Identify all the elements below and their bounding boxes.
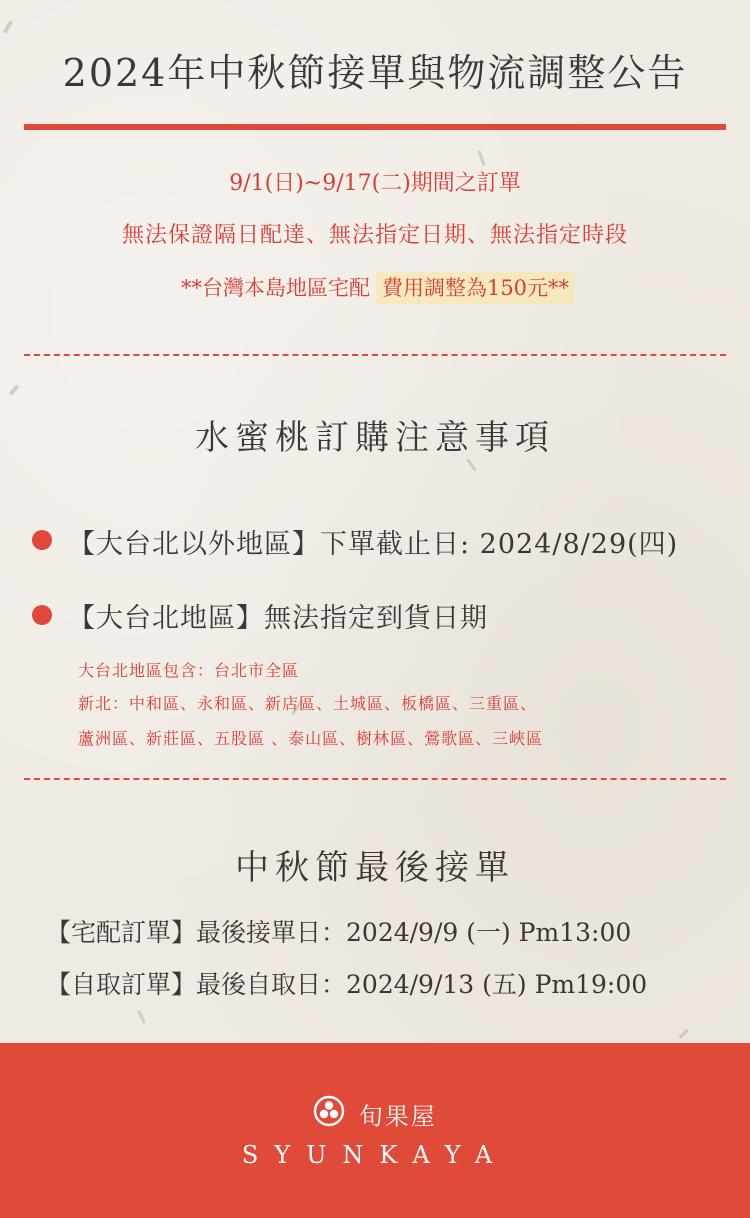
bullet-dot-icon bbox=[32, 605, 52, 625]
flower-circle-logo-icon bbox=[313, 1095, 345, 1133]
paper-fleck bbox=[3, 20, 13, 34]
area-list-line: 蘆洲區、新莊區、五股區 、泰山區、樹林區、鶯歌區、三峽區 bbox=[78, 729, 544, 748]
page-title: 2024年中秋節接單與物流調整公告 bbox=[62, 51, 688, 95]
brand-name: 旬果屋 bbox=[358, 1102, 437, 1131]
paper-fleck bbox=[9, 384, 20, 396]
notice-restrictions: 無法保證隔日配達、無法指定日期、無法指定時段 bbox=[121, 223, 628, 248]
paper-fleck bbox=[678, 1029, 689, 1040]
notice-fee-highlight: 費用調整為150元** bbox=[376, 272, 575, 304]
brand-english-name: SYUNKAYA bbox=[241, 1141, 509, 1169]
section-divider bbox=[24, 778, 726, 780]
section-divider bbox=[24, 354, 726, 356]
paper-fleck bbox=[466, 458, 476, 471]
notice-period: 9/1(日)~9/17(二)期間之訂單 bbox=[229, 171, 521, 196]
peach-taipei-item: 【大台北地區】無法指定到貨日期 bbox=[68, 603, 488, 634]
notice-fee-prefix: **台灣本島地區宅配 bbox=[180, 276, 370, 300]
title-divider bbox=[24, 124, 726, 130]
brand-row bbox=[0, 1095, 750, 1133]
paper-fleck bbox=[137, 1010, 146, 1024]
paper-fleck bbox=[477, 150, 485, 166]
footer-banner bbox=[0, 1043, 750, 1218]
area-list-line: 大台北地區包含：台北市全區 bbox=[78, 661, 300, 680]
bullet-dot-icon bbox=[32, 530, 52, 550]
delivery-order-deadline: 【宅配訂單】最後接單日：2024/9/9 (一) Pm13:00 bbox=[46, 918, 632, 947]
peach-cutoff-item: 【大台北以外地區】下單截止日: 2024/8/29(四) bbox=[68, 529, 679, 560]
area-list-line: 新北：中和區、永和區、新店區、土城區、板橋區、三重區、 bbox=[78, 694, 538, 713]
notice-shipping-fee bbox=[0, 272, 750, 302]
pickup-order-deadline: 【自取訂單】最後自取日：2024/9/13 (五) Pm19:00 bbox=[46, 970, 648, 999]
peach-section-title: 水蜜桃訂購注意事項 bbox=[195, 418, 555, 458]
mid-autumn-section-title: 中秋節最後接單 bbox=[235, 848, 515, 888]
